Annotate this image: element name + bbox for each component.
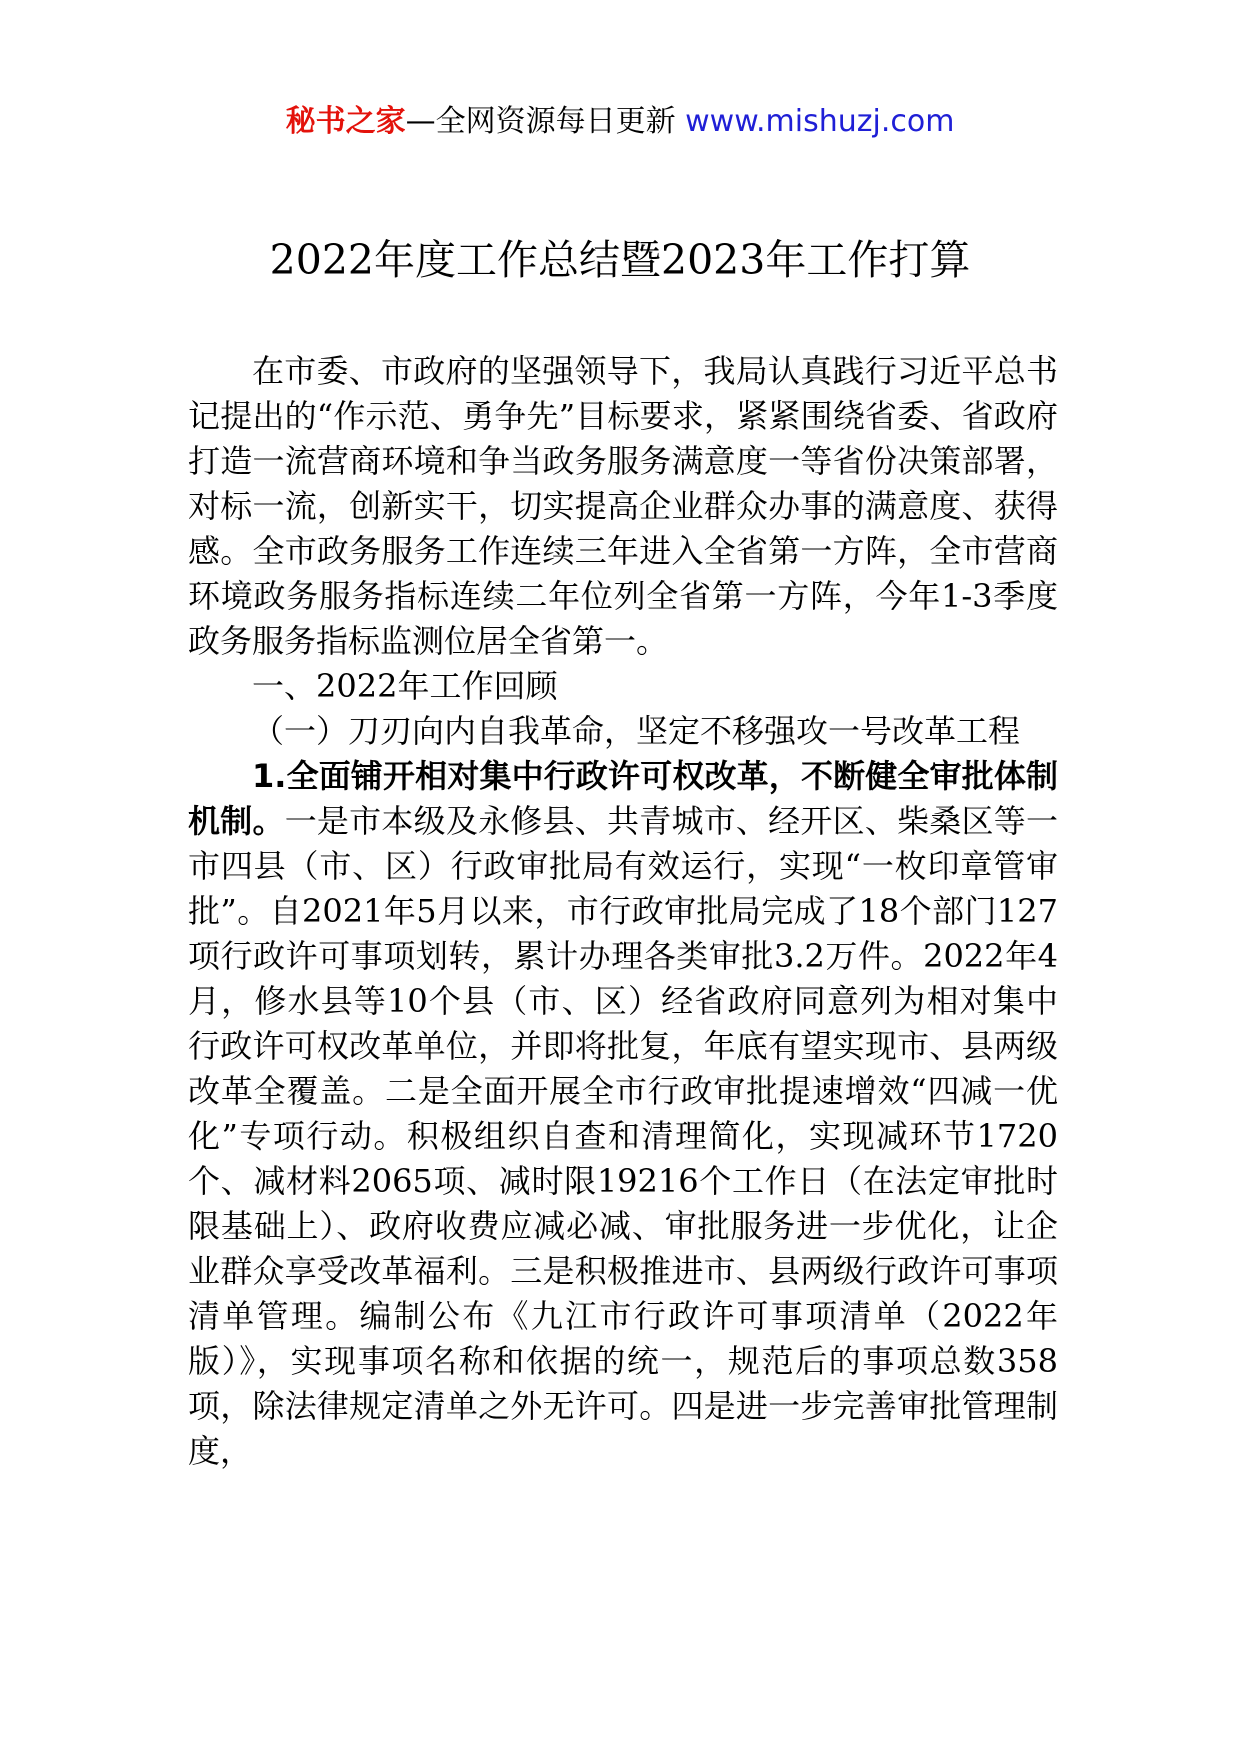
- document-body: [188, 349, 1058, 1474]
- section-heading: 一、2022年工作回顾: [252, 667, 558, 705]
- item-lead: 1.全面铺开相对集中行政许可权改革，不断健全审批体制机制。: [188, 757, 1058, 840]
- site-name: 秘书之家: [285, 104, 406, 139]
- item-body: 一是市本级及永修县、共青城市、经开区、柴桑区等一市四县（市、区）行政审批局有效运行，实现“一枚印章管审批”。自2021年5月以来，市行政审批局完成了18个部门127项行政许可事项划转，累计办理各类审批3.2万件。2022年4月，修水县等10个县（市、区）经省政府同意列为相对集中行政许可权改革单位，并即将批复，年底有望实现市、县两级改革全覆盖。二是全面开展全市行政审批提速增效“四减一优化”专项行动。积极组织自查和清理简化，实现减环节1720个、减材料2065项、减时限19216个工作日（在法定审批时限基础上）、政府收费应减必减、审批服务进一步优化，让企业群众享受改革福利。三是积极推进市、县两级行政许可事项清单管理。编制公布《九江市行政许可事项清单（2022年版）》，实现事项名称和依据的统一，规范后的事项总数358项，除法律规定清单之外无许可。四是进一步完善审批管理制度，: [188, 802, 1058, 1470]
- item-paragraph: [188, 754, 1058, 1474]
- subsection-heading: （一）刀刃向内自我革命，坚定不移强攻一号改革工程: [252, 712, 1021, 750]
- site-slogan: —全网资源每日更新: [405, 104, 686, 139]
- site-header: [0, 102, 1240, 142]
- site-url-link[interactable]: www.mishuzj.com: [685, 104, 955, 139]
- intro-paragraph: 在市委、市政府的坚强领导下，我局认真践行习近平总书记提出的“作示范、勇争先”目标要求，紧紧围绕省委、省政府打造一流营商环境和争当政务服务满意度一等省份决策部署，对标一流，创新实干，切实提高企业群众办事的满意度、获得感。全市政务服务工作连续三年进入全省第一方阵，全市营商环境政务服务指标连续二年位列全省第一方阵，今年1-3季度政务服务指标监测位居全省第一。: [188, 352, 1058, 660]
- document-title: 2022年度工作总结暨2023年工作打算: [269, 236, 971, 284]
